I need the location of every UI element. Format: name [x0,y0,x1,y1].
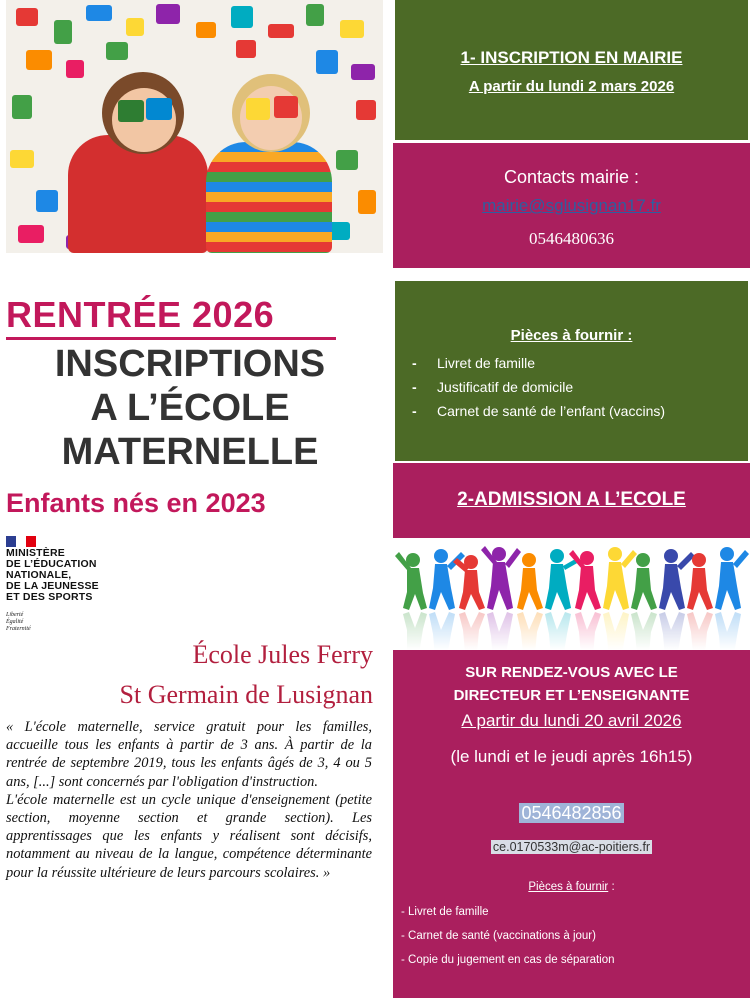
quote-paragraph: « L'école maternelle, service gratuit pour les familles, accueille tous les enfants à partir de 3 ans. À partir de la rentrée de septembre 2019, tous les enfants âgés de 3, 4 ou 5 ans, [...] sont concernés par l'obligation d'instruction. [6,719,372,790]
rdv-line: DIRECTEUR ET L’ENSEIGNANTE [453,687,690,704]
motto-line: Liberté [6,612,24,618]
quote-paragraph: L'école maternelle est un cycle unique d'enseignement (petite section, moyenne section et grande section). Les apprentissages que les enfants y réalisent sont décisifs, notamment au niveau de la langue, compétence déterminante pour la réussite ultérieure de leurs parcours scolaires. » [6,791,372,881]
admission-hours: (le lundi et le jeudi après 16h15) [450,747,693,766]
school-place: St Germain de Lusignan [119,680,373,709]
dash: - [412,403,417,419]
pieces-list [412,351,665,423]
admission-email[interactable]: ce.0170533m@ac-poitiers.fr [492,840,651,854]
mairie-heading: 1- INSCRIPTION EN MAIRIE [460,48,683,67]
ministry-line: ET DES SPORTS [6,591,93,603]
contacts-label: Contacts mairie : [503,167,640,187]
mairie-date: A partir du lundi 2 mars 2026 [468,78,675,95]
title-maternelle: MATERNELLE [61,431,319,473]
motto-line: Fraternité [6,626,31,632]
french-flag-icon [6,534,36,545]
quote-text [6,718,372,882]
motto-line: Égalité [6,619,24,625]
admission-piece-item: - Carnet de santé (vaccinations à jour) [401,930,596,942]
list-item [412,375,665,399]
ministry-line: DE LA JEUNESSE [6,580,99,592]
ministry-logo [6,548,99,603]
enfants-nes: Enfants nés en 2023 [6,488,266,518]
admission-date: A partir du lundi 20 avril 2026 [461,711,682,730]
school-name: École Jules Ferry [192,640,373,669]
admission-phone-row [393,803,750,824]
rdv-text [393,661,750,707]
admission-heading: 2-ADMISSION A L’ECOLE [457,489,686,510]
dash: - [412,379,417,395]
admission-pieces-heading [393,881,750,893]
pieces-colon: : [608,881,615,893]
title-a-l-ecole: A L’ÉCOLE [90,387,290,429]
mairie-contacts [393,143,750,268]
admission-piece-item: - Copie du jugement en cas de séparation [401,954,615,966]
pieces-heading: Pièces à fournir : [510,327,633,344]
pieces-box [395,281,748,461]
children-photo [6,0,383,253]
dancing-silhouettes [393,538,750,650]
title-rentree: RENTRÉE 2026 [6,293,336,340]
admission-email-row [393,838,750,856]
list-item [412,351,665,375]
admission-phone: 0546482856 [521,803,622,823]
list-item-label: Livret de famille [437,355,536,371]
ministry-line: DE L’ÉDUCATION [6,558,97,570]
republic-motto [6,612,31,633]
rdv-line: SUR RENDEZ-VOUS AVEC LE [465,664,678,681]
list-item-label: Carnet de santé de l’enfant (vaccins) [437,403,666,419]
pieces-label: Pièces à fournir [528,881,609,893]
dash: - [412,355,417,371]
ministry-line: NATIONALE, [6,569,72,581]
dancing-children-image [393,538,750,650]
mairie-phone: 0546480636 [529,229,614,248]
mairie-banner [395,0,748,140]
list-item-label: Justificatif de domicile [437,379,574,395]
list-item [412,399,665,423]
mairie-email-link[interactable]: mairie@sglusignan17.fr [482,196,661,215]
title-inscriptions: INSCRIPTIONS [54,343,326,385]
ministry-line: MINISTÈRE [6,547,65,559]
admission-piece-item: - Livret de famille [401,906,489,918]
